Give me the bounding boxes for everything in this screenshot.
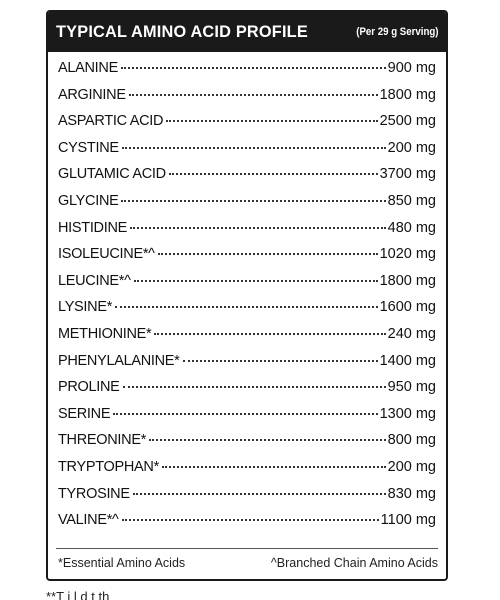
amino-acid-name: GLUTAMIC ACID [58,166,166,183]
amino-acid-amount: 1800 mg [379,86,436,103]
amino-acid-row [58,299,436,326]
amino-acid-profile-panel [46,10,448,581]
dot-leader [169,173,378,175]
amino-acid-name: TRYPTOPHAN* [58,458,159,475]
amino-acid-row [58,379,436,406]
amino-acid-amount: 1800 mg [379,272,436,289]
dot-leader [134,280,378,282]
amino-acid-amount: 1400 mg [379,352,436,369]
amino-acid-amount: 1600 mg [379,299,436,316]
amino-acid-name: VALINE*^ [58,512,119,529]
panel-subtitle: (Per 29 g Serving) [356,25,439,38]
dot-leader [113,413,377,415]
dot-leader [183,360,378,362]
dot-leader [158,253,378,255]
amino-acid-row [58,246,436,273]
amino-acid-row [58,432,436,459]
amino-acid-row [58,459,436,486]
amino-acid-amount: 240 mg [387,325,436,342]
amino-acid-row [58,140,436,167]
amino-acid-name: PHENYLALANINE* [58,352,180,369]
cutoff-caption: **T i l d t th [46,589,110,600]
amino-acid-amount: 1300 mg [379,405,436,422]
amino-acid-name: HISTIDINE [58,219,128,236]
amino-acid-amount: 800 mg [387,432,436,449]
amino-acid-name: TYROSINE [58,485,130,502]
amino-acid-name: ARGININE [58,86,126,103]
footnote-essential: *Essential Amino Acids [58,556,186,570]
dot-leader [122,519,379,521]
dot-leader [149,439,386,441]
footnotes [58,556,438,570]
amino-acid-row [58,512,436,539]
amino-acid-name: LYSINE* [58,299,113,316]
amino-acid-amount: 200 mg [387,458,436,475]
dot-leader [121,67,386,69]
amino-acid-name: ISOLEUCINE*^ [58,246,155,263]
dot-leader [130,227,386,229]
amino-acid-amount: 850 mg [387,192,436,209]
amino-acid-name: ALANINE [58,60,118,76]
amino-acid-amount: 2500 mg [379,113,436,130]
amino-acid-amount: 3700 mg [379,166,436,183]
amino-acid-name: CYSTINE [58,139,119,156]
amino-acid-row [58,220,436,247]
amino-acid-amount: 200 mg [387,139,436,156]
amino-acid-row [58,87,436,114]
amino-acid-name: ASPARTIC ACID [58,113,164,130]
panel-header [47,11,447,52]
dot-leader [129,94,378,96]
amino-acid-amount: 950 mg [387,379,436,396]
amino-acid-amount: 830 mg [387,485,436,502]
amino-acid-amount: 480 mg [387,219,436,236]
amino-acid-row [58,60,436,87]
amino-acid-amount: 1020 mg [379,246,436,263]
amino-acid-amount: 1100 mg [380,512,436,529]
amino-acid-name: GLYCINE [58,192,119,209]
amino-acid-row [58,326,436,353]
amino-acid-row [58,113,436,140]
dot-leader [133,493,386,495]
dot-leader [121,200,385,202]
dot-leader [154,333,385,335]
footnote-branched-chain: ^Branched Chain Amino Acids [270,556,438,570]
panel-title: TYPICAL AMINO ACID PROFILE [56,21,308,41]
amino-acid-list [48,52,446,539]
footnote-divider [56,548,438,549]
amino-acid-row [58,486,436,513]
dot-leader [122,147,386,149]
dot-leader [162,466,386,468]
amino-acid-name: PROLINE [58,379,120,396]
amino-acid-row [58,273,436,300]
amino-acid-row [58,406,436,433]
amino-acid-name: METHIONINE* [58,325,152,342]
dot-leader [166,120,377,122]
amino-acid-amount: 900 mg [387,60,436,76]
amino-acid-row [58,193,436,220]
dot-leader [115,306,378,308]
dot-leader [123,386,386,388]
amino-acid-row [58,353,436,380]
amino-acid-name: SERINE [58,405,111,422]
amino-acid-name: LEUCINE*^ [58,272,131,289]
amino-acid-name: THREONINE* [58,432,147,449]
amino-acid-row [58,166,436,193]
